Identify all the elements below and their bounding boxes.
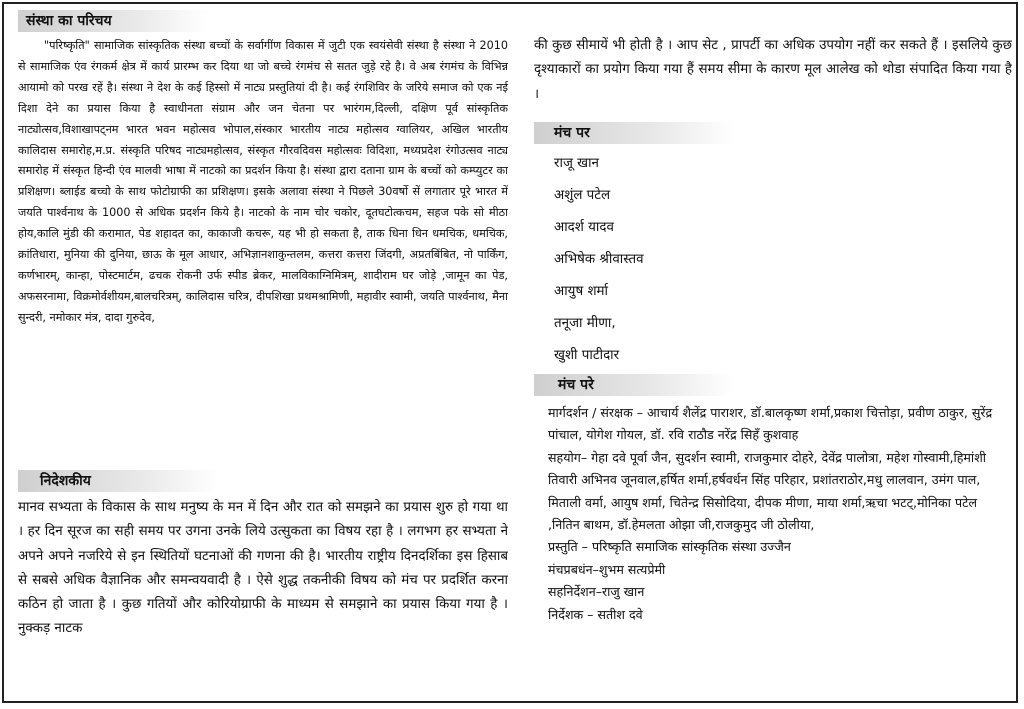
cast-item: अभिषेक श्रीवास्तव xyxy=(554,252,644,267)
cast-list xyxy=(534,148,1012,372)
credit-director: निर्देशक – सतीश दवे xyxy=(548,606,643,622)
director-text-continued: की कुछ सीमायें भी होती है । आप सेट , प्रापर्टी का अधिक उपयोग नहीं कर सकते हैं । इसलिये कुछ दृश्याकारों का प्रयोग किया गया हैं समय सीमा के कारण मूल आलेख को थोडा संपादित किया गया है । xyxy=(534,38,1012,102)
cast-item: आदर्श यादव xyxy=(554,220,614,235)
director-text: मानव सभ्यता के विकास के साथ मनुष्य के मन में दिन और रात को समझने का प्रयास शुरु हो गया था । हर दिन सूरज का सही समय पर उगना उनके लिये उत्सुकता का विषय रहा है । लगभग हर सभ्यता ने अपने अपने नजरिये से इन स्थितियों घटनाओं की गणना की है। भारतीय राष्ट्रीय दिनदर्शिका इस हिसाब से सबसे अधिक वैज्ञानिक और समन्वयवादी है । ऐसे शुद्ध तकनीकी विषय को मंच पर प्रदर्शित करना कठिन हो जाता है । कुछ गतियों और कोरियोग्राफी के माध्यम से समझाने का प्रयास किया गया है । नुक्कड़ नाटक xyxy=(18,500,508,637)
offstage-header xyxy=(534,374,1012,396)
credit-stage-management: मंचप्रबधंन–शुभम सत्यप्रेमी xyxy=(548,561,666,577)
onstage-header xyxy=(534,122,1012,144)
right-column xyxy=(534,34,1012,626)
intro-header xyxy=(18,10,508,32)
cast-item: राजू खान xyxy=(554,156,599,171)
director-header xyxy=(18,470,508,492)
credit-presentation: प्रस्तुति – परिष्कृति समाजिक सांस्कृतिक संस्था उज्जैन xyxy=(548,539,791,555)
credit-support: सहयोग– गेहा दवे पूर्वा जैन, सुदर्शन स्वामी, राजकुमार दोहरे, देवेंद्र पालोत्रा, महेश गोस्वामी,हिमांशी तिवारी अभिनव जूनवाल,हर्षित शर्मा,हर्षवर्धन सिंह परिहार, प्रशांतराठोर,मधु लालवान, उमंग पाल, मिताली वर्मा, आयुष शर्मा, चितेन्द्र सिसोदिया, दीपक मीणा, माया शर्मा,ऋचा भटट्,मोनिका पटेल ,नितिन बाथम, डॉ.हेमलता ओझा जी,राजकुमुद जी ठोलीया, xyxy=(548,449,987,533)
left-column xyxy=(18,10,508,692)
director-title: निदेशकीय xyxy=(40,473,91,489)
cast-item: खुशी पाटीदार xyxy=(554,348,620,363)
credit-co-direction: सहनिर्देशन–राजु खान xyxy=(548,584,645,600)
page-frame xyxy=(2,2,1018,703)
cast-item: आयुष शर्मा xyxy=(554,284,609,299)
offstage-title: मंच परे xyxy=(558,377,594,393)
credit-guidance: मार्गदर्शन / संरक्षक – आचार्य शैलेंद्र पाराशर, डॉ.बालकृष्ण शर्मा,प्रकाश चित्तोड़ा, प्रवीण ठाकुर, सुरेंद्र पांचाल, योगेश गोयल, डॉ. रवि राठौड नरेंद्र सिहँ कुशवाह xyxy=(548,405,993,443)
cast-item: तनूजा मीणा, xyxy=(554,316,616,331)
intro-title: संस्था का परिचय xyxy=(26,13,112,29)
credits-list xyxy=(534,402,1012,626)
cast-item: अशुंल पटेल xyxy=(554,188,611,203)
onstage-title: मंच पर xyxy=(554,125,590,141)
intro-text: "परिष्कृति" सामाजिक सांस्कृतिक संस्था बच्चों के सर्वागींण विकास में जुटी एक स्वयंसेवी संस्था है संस्था ने 2010 से सामाजिक एंव रंगकर्म क्षेत्र में कार्य प्रारम्भ कर दिया था जो बच्चे रंगमंच से सतत जुड़े रहे है। वे अब रंगमंच के विभिन्न आयामो को परख रहें है। संस्था ने देश के कई हिस्सो में नाट्य प्रस्तुतियां दी है। कई रंगशिविर के जरिये समाज को एक नई दिशा देने का प्रयास किया है स्वाधीनता संग्राम और जन चेतना पर भारंगम,दिल्ली, दक्षिण पूर्व सांस्कृतिक नाट्योत्सव,विशाखापट्नम भारत भवन महोत्सव भोपाल,संस्कार भारतीय नाट्य महोत्सव ग्वालियर, अखिल भारतीय कालिदास समारोह,म.प्र. संस्कृति परिषद नाट्यमहोत्सव, संस्कृत गौरवदिवस महोत्सवः विदिशा, मध्यप्रदेश रंगोउत्सव नाट्य समारोह में संस्कृत हिन्दी एंव मालवी भाषा में नाटको का प्रदर्शन किया है। संस्था द्वारा दताना ग्राम के बच्चों को कम्प्युटर का प्रशिक्षण। ब्लाईड बच्चो के साथ फोटोग्राफी का प्रशिक्षण। इसके अलावा संस्था ने पिछले 30वर्षो सें लगातार पूरे भारत में जयति पार्श्वनाथ के 1000 से अधिक प्रदर्शन किये है। नाटको के नाम चोर चकोर, दूतघटोत्कचम, सहज पके सो मीठा होय,कालि मुंडी की करामात, पेड शहादत का, काकाजी कचरू, यह भी हो सकता है, ताक धिना धिन धमचिक, धमचिक, क्रांतिधारा, मुनिया की दुनिया, छाऊ के मूल आधार, अभिज्ञानशाकुन्तलम, कत्तरा कत्तरा जिंदगी, अप्रतबिंबित, नो पार्किंग, कर्णभारम्, कान्हा, पोस्टमार्टम, ढचक रोकनी उर्फ स्पीड ब्रेकर, मालविकाग्निमित्रम्, शादीराम घर जोड़े ,जामून का पेड, अफसरनामा, विक्रमोर्वशीयम,बालचरित्रम्, कालिदास चरित्र, दीपशिखा प्रथमश्रामिणी, महावीर स्वामी, जयति पार्श्वनाथ, मैना सुन्दरी, नमोकार मंत्र, दादा गुरुदेव, xyxy=(18,39,508,324)
